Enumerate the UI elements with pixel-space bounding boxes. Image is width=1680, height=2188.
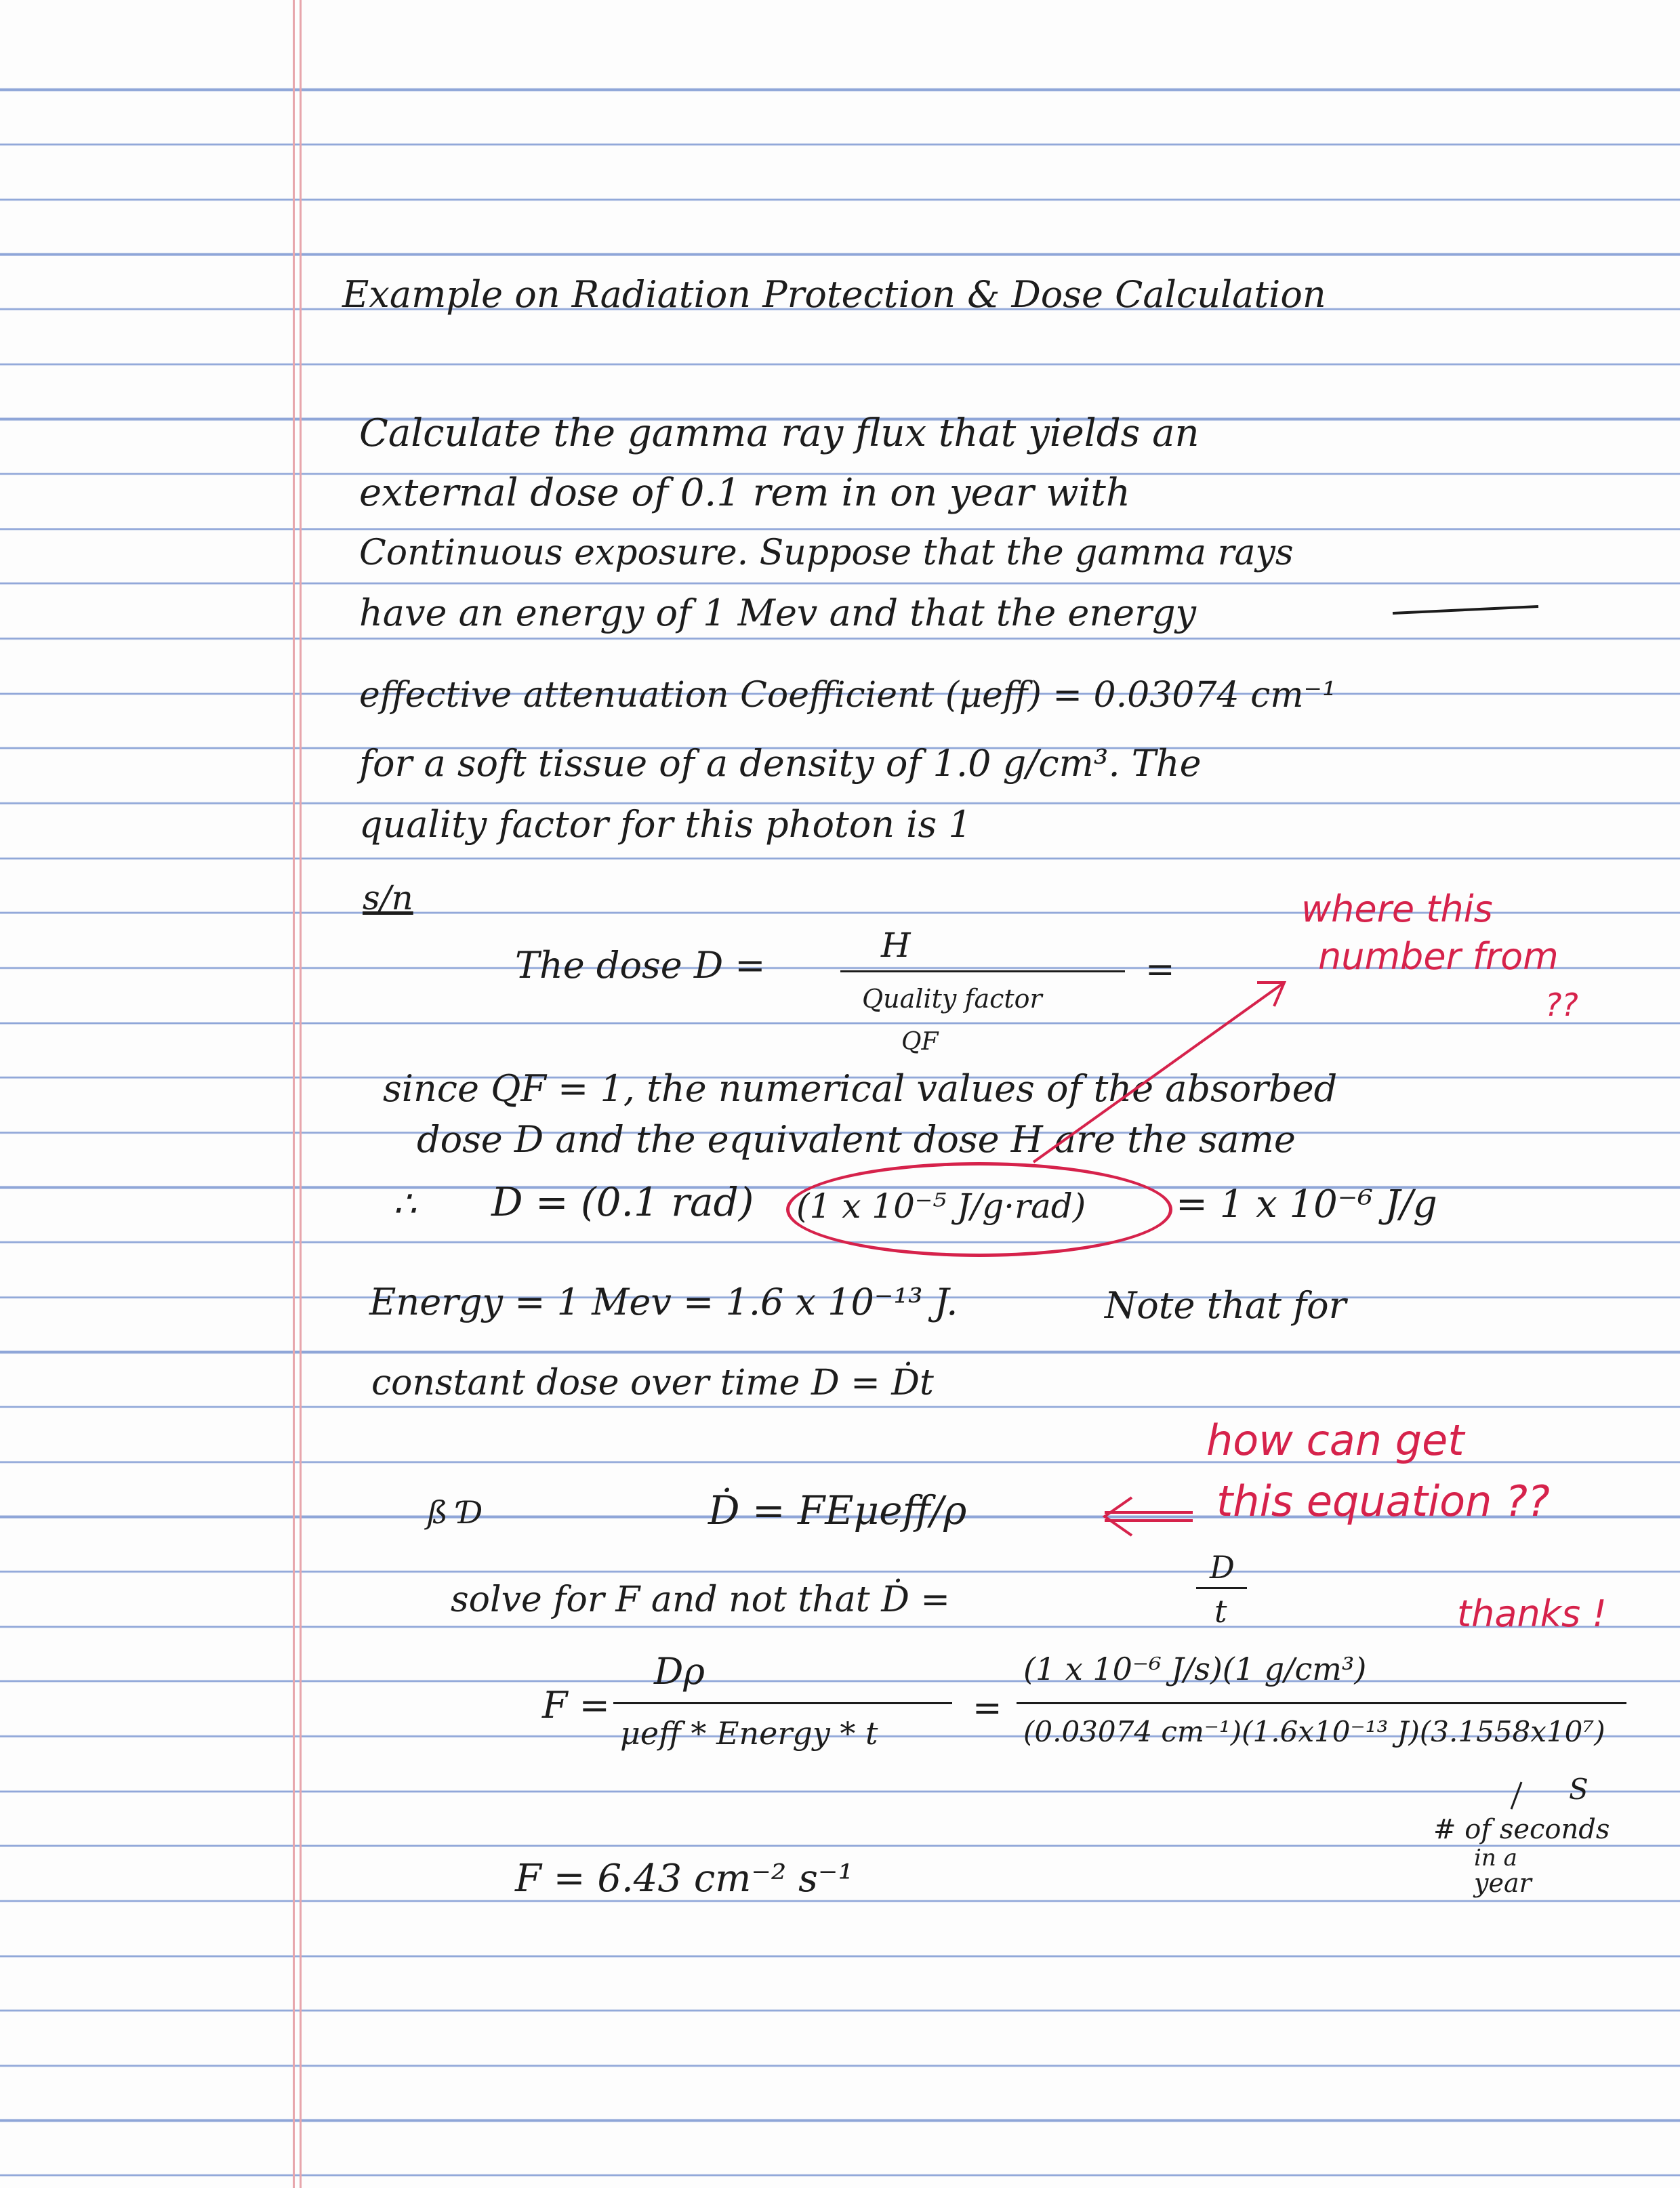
dose-denominator: Quality factor	[862, 984, 1042, 1014]
arrow	[1511, 1782, 1521, 1809]
question-annotation: where this	[1301, 888, 1493, 930]
problem-line: effective attenuation Coefficient (μeff) = 0.03074 cm⁻¹	[359, 675, 1336, 716]
therefore-symbol: ∴	[393, 1182, 417, 1225]
problem-line: for a soft tissue of a density of 1.0 g/cm³. The	[359, 742, 1202, 785]
margin-scribble: ß Ɗ	[427, 1494, 483, 1531]
f-numerator: Dρ	[654, 1650, 705, 1693]
solution-label: s/n	[363, 878, 413, 917]
dose-lhs: The dose D =	[515, 944, 766, 987]
dose-calc-b: (1 x 10⁻⁵ J/g·rad)	[796, 1186, 1086, 1226]
problem-line: external dose of 0.1 rem in on year with	[359, 471, 1130, 515]
f-denominator-values: (0.03074 cm⁻¹)(1.6x10⁻¹³ J)(3.1558x10⁷)	[1023, 1715, 1605, 1748]
strike-through	[1393, 606, 1538, 613]
constant-line: constant dose over time D = Ḋt	[371, 1363, 934, 1403]
page-title: Example on Radiation Protection & Dose Calculation	[342, 273, 1326, 316]
solve-numerator: D	[1210, 1549, 1235, 1586]
seconds-unit: S	[1569, 1773, 1589, 1806]
seconds-note: year	[1474, 1868, 1532, 1898]
red-arrow	[1033, 983, 1284, 1162]
rate-equation: Ḋ = FEμeff/ρ	[708, 1487, 967, 1533]
f-numerator-values: (1 x 10⁻⁶ J/s)(1 g/cm³)	[1023, 1651, 1367, 1687]
final-result: F = 6.43 cm⁻² s⁻¹	[515, 1857, 853, 1901]
dose-calc-c: = 1 x 10⁻⁶ J/g	[1176, 1182, 1437, 1226]
solve-line: solve for F and not that Ḋ =	[451, 1580, 950, 1620]
question-annotation: ??	[1545, 987, 1578, 1023]
dose-rhs: =	[1145, 949, 1175, 990]
f-lhs: F =	[542, 1684, 610, 1727]
dose-calc-a: D = (0.1 rad)	[491, 1179, 754, 1225]
energy-line: Energy = 1 Mev = 1.6 x 10⁻¹³ J.	[369, 1281, 958, 1323]
thanks-annotation: thanks !	[1457, 1592, 1607, 1635]
solve-denominator: t	[1214, 1593, 1227, 1630]
problem-line: Calculate the gamma ray flux that yields an	[359, 411, 1200, 455]
dose-denominator-abbr: QF	[901, 1028, 939, 1056]
note-line: Note that for	[1105, 1284, 1347, 1327]
problem-line: have an energy of 1 Mev and that the energy	[359, 592, 1197, 634]
seconds-note: # of seconds	[1433, 1814, 1610, 1845]
question-annotation: how can get	[1206, 1416, 1464, 1465]
f-equals: =	[972, 1688, 1002, 1729]
f-denominator: μeff * Energy * t	[620, 1715, 878, 1752]
question-annotation: number from	[1318, 935, 1559, 978]
seconds-note: in a	[1474, 1844, 1517, 1872]
dose-numerator: H	[881, 926, 911, 965]
problem-line: quality factor for this photon is 1	[359, 803, 972, 846]
since-line: dose D and the equivalent dose H are the same	[417, 1118, 1296, 1161]
problem-line: Continuous exposure. Suppose that the gamma rays	[359, 533, 1294, 573]
question-annotation: this equation ??	[1216, 1477, 1550, 1526]
arrow-head	[1105, 1498, 1132, 1535]
since-line: since QF = 1, the numerical values of the absorbed	[383, 1067, 1338, 1110]
